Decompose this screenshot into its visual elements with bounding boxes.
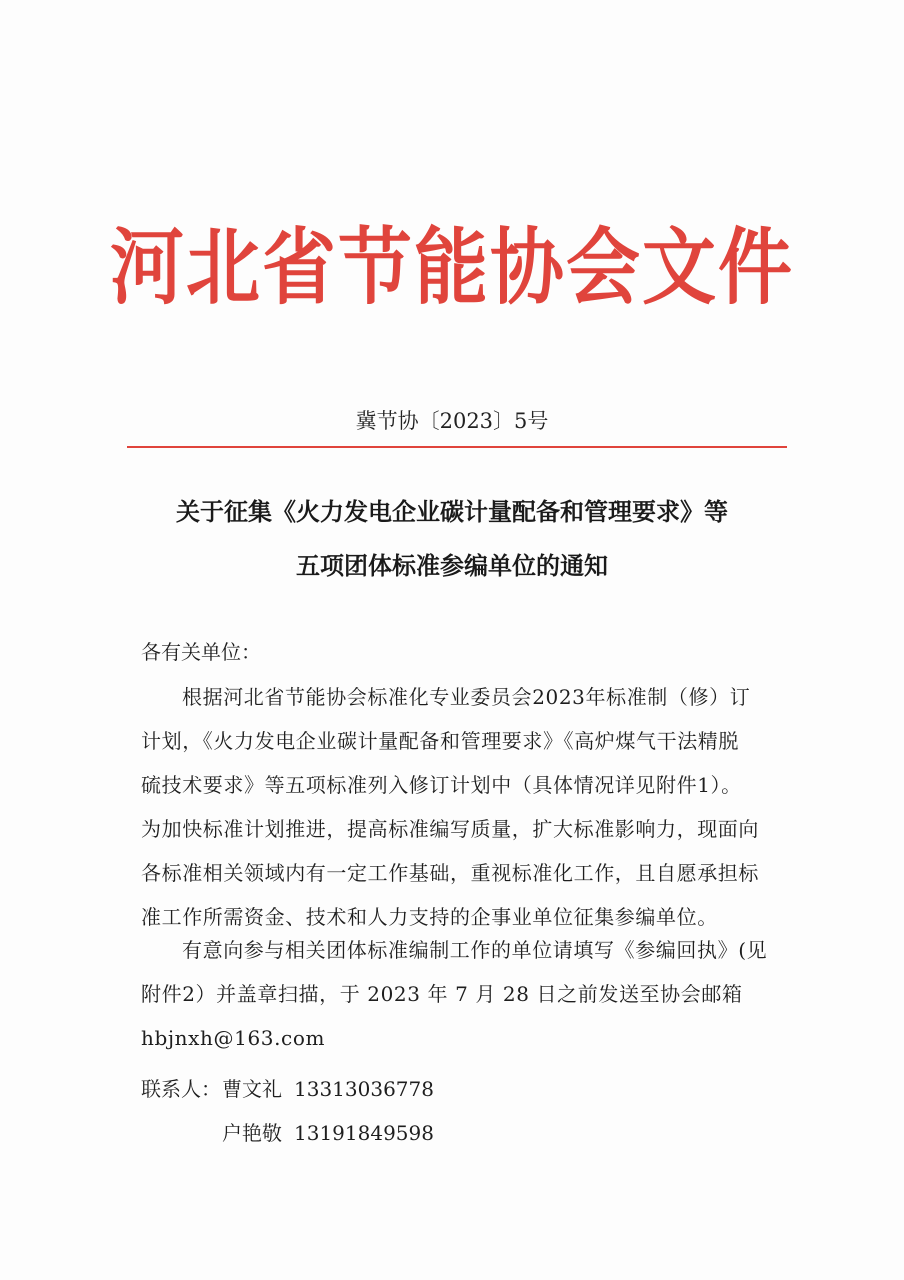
red-divider [127, 446, 787, 448]
paragraph-line: 为加快标准计划推进，提高标准编写质量，扩大标准影响力，现面向 [141, 817, 759, 841]
notice-title-line: 关于征集《火力发电企业碳计量配备和管理要求》等 [176, 498, 728, 526]
contact-person [222, 1073, 434, 1105]
document-number: 冀节协〔2023〕5号 [355, 409, 549, 433]
salutation: 各有关单位： [141, 640, 261, 664]
paragraph-line: 准工作所需资金、技术和人力支持的企事业单位征集参编单位。 [141, 905, 718, 929]
paragraph-line: 计划，《火力发电企业碳计量配备和管理要求》《高炉煤气干法精脱 [141, 729, 739, 753]
paragraph-line: 有意向参与相关团体标准编制工作的单位请填写《参编回执》(见 [182, 938, 768, 962]
contact-phone: 13313036778 [294, 1077, 434, 1101]
notice-title [110, 485, 794, 593]
contact-name: 曹文礼 [222, 1077, 282, 1101]
masthead-title: 河北省节能协会文件 [110, 219, 794, 317]
notice-title-line: 五项团体标准参编单位的通知 [296, 552, 608, 580]
paragraph-line: 各标准相关领域内有一定工作基础，重视标准化工作，且自愿承担标 [141, 861, 759, 885]
contact-label: 联系人： [141, 1077, 221, 1101]
contact-phone: 13191849598 [294, 1121, 434, 1145]
contact-name: 户艳敬 [222, 1121, 282, 1145]
paragraph-line: 附件2）并盖章扫描，于 2023 年 7 月 28 日之前发送至协会邮箱 [141, 982, 743, 1006]
body-paragraph-2 [141, 928, 777, 1060]
paragraph-line: 根据河北省节能协会标准化专业委员会2023年标准制（修）订 [182, 685, 751, 709]
body-paragraph-1 [141, 675, 777, 939]
email-address: hbjnxh@163.com [141, 1026, 326, 1050]
paragraph-line: 硫技术要求》等五项标准列入修订计划中（具体情况详见附件1）。 [141, 773, 742, 797]
contact-person [222, 1117, 434, 1149]
